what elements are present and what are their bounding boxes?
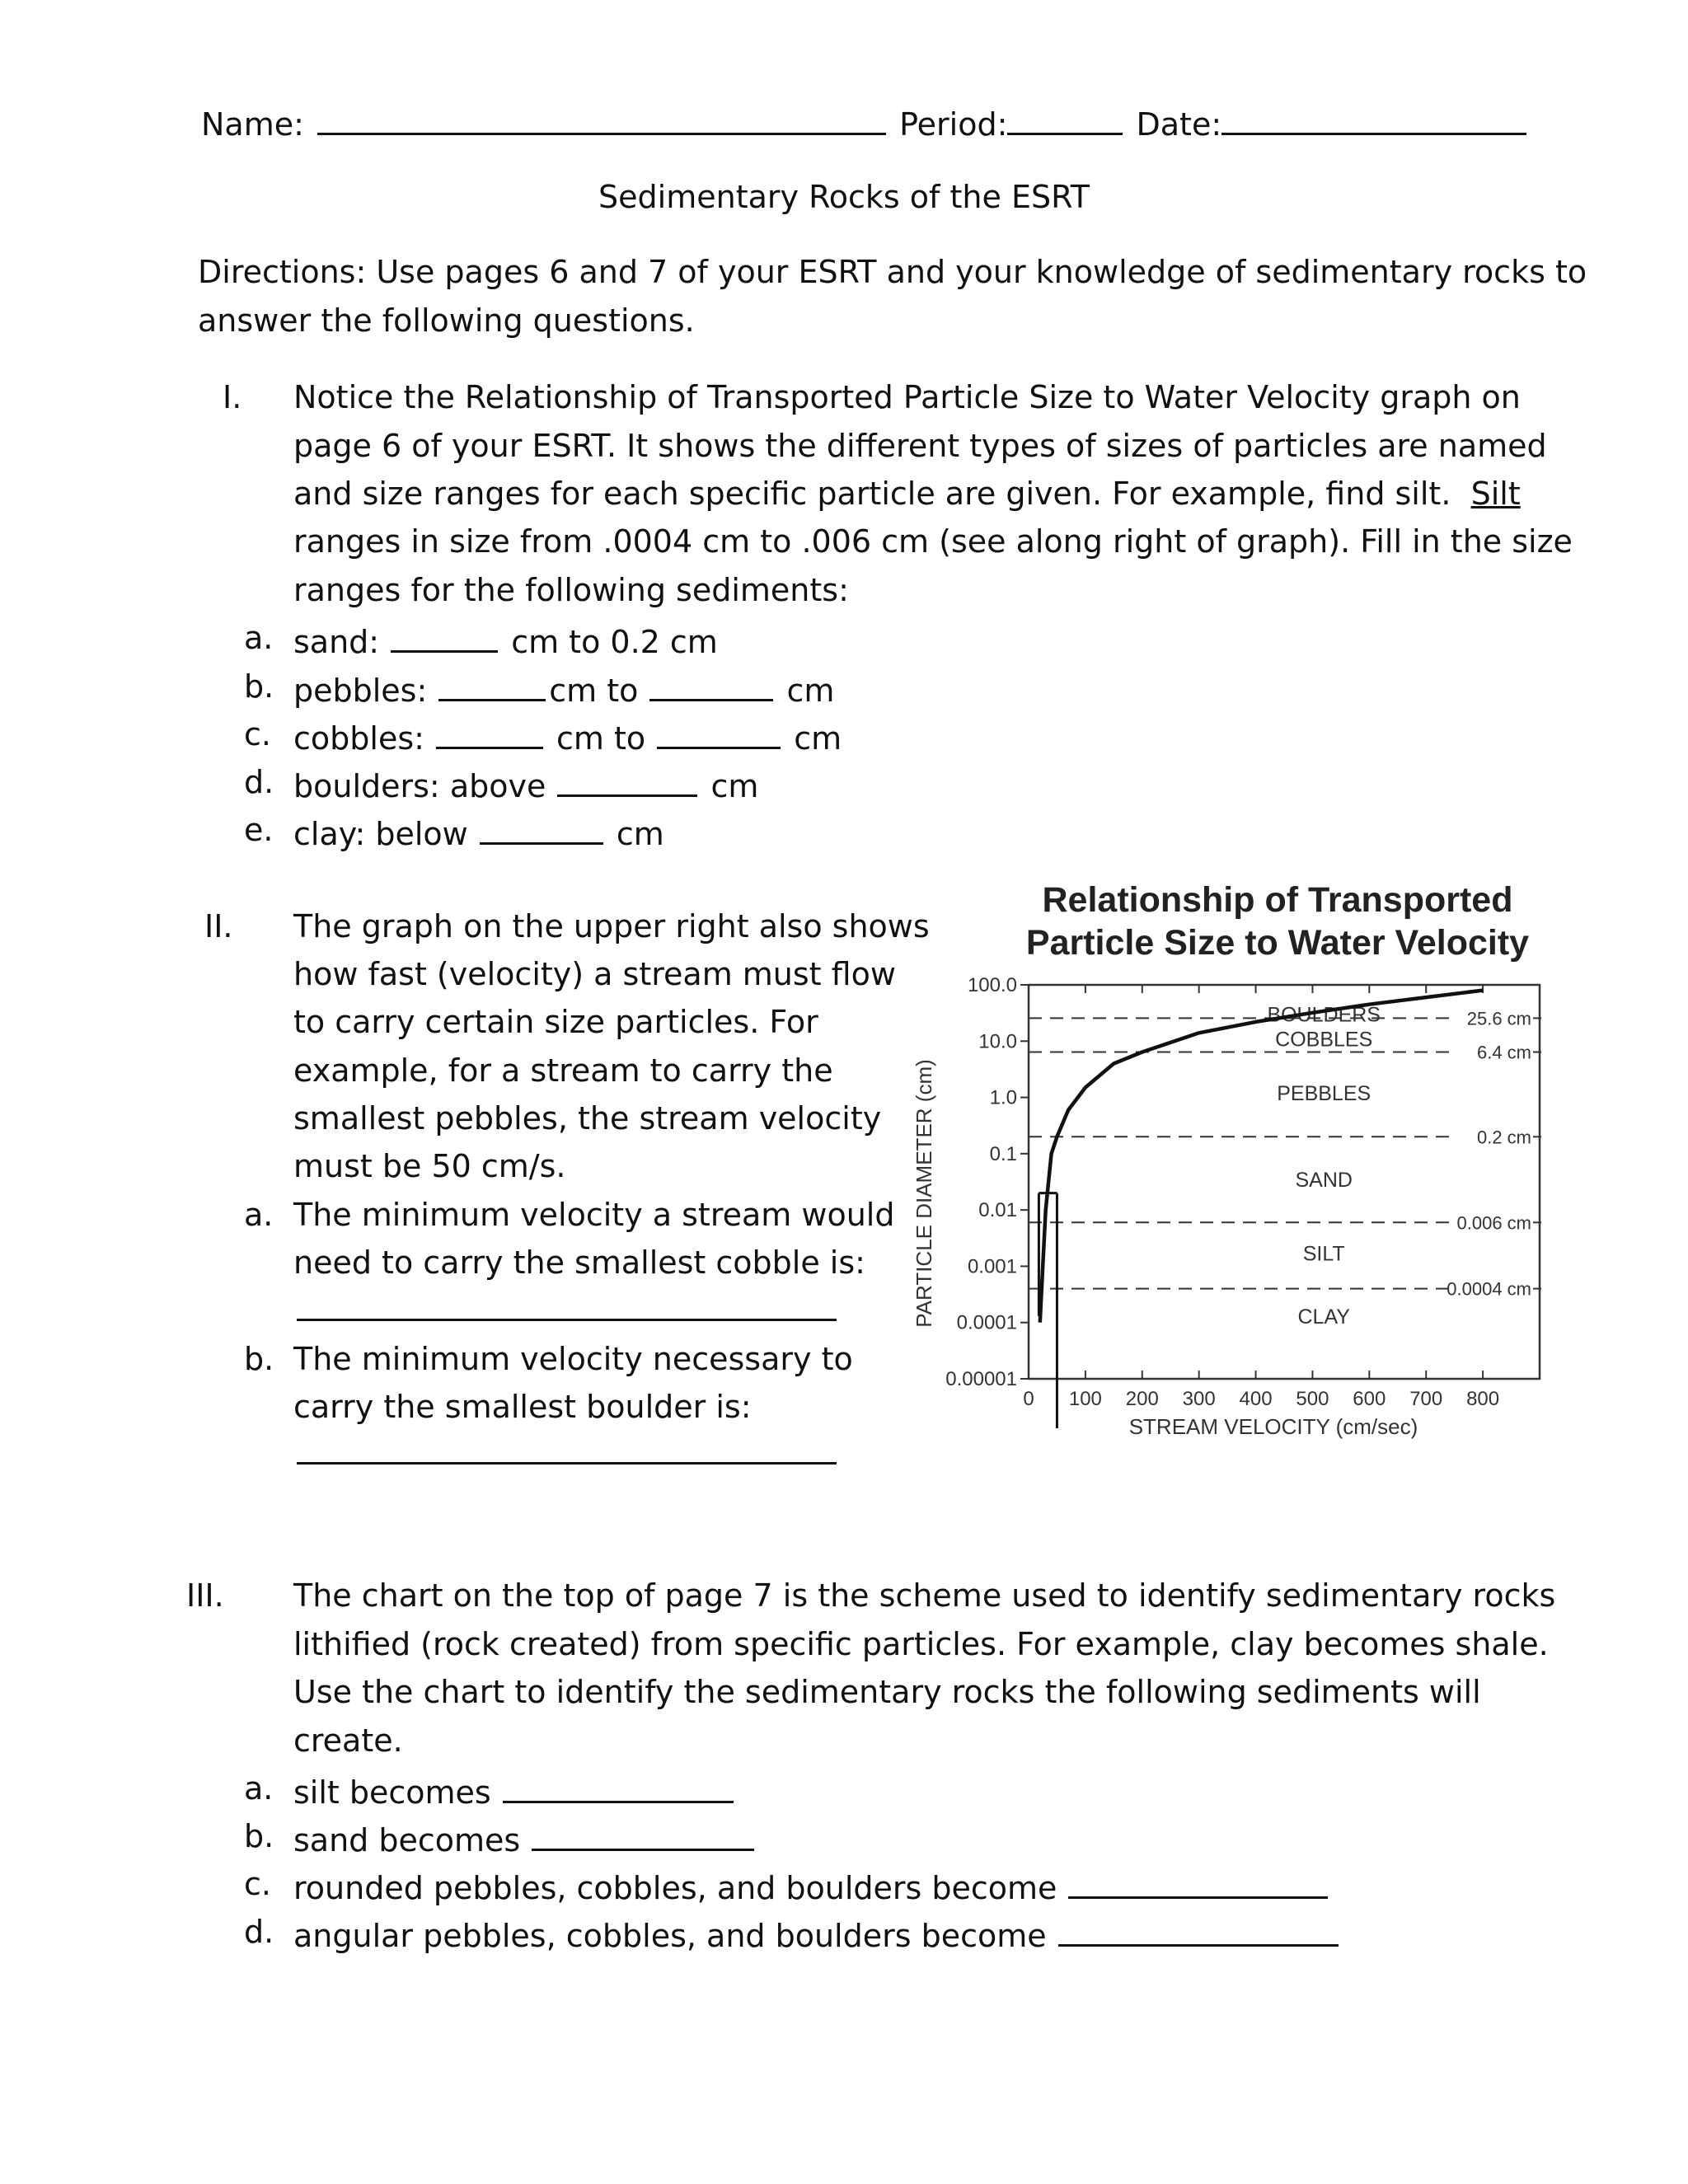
section-2-numeral: II. xyxy=(204,908,233,944)
x-axis-label: STREAM VELOCITY (cm/sec) xyxy=(1128,1414,1418,1439)
y-tick-label: 1.0 xyxy=(989,1086,1017,1109)
x-tick-label: 800 xyxy=(1466,1388,1500,1410)
region-label: CLAY xyxy=(1297,1305,1350,1329)
section-1-line-5: ranges for the following sediments: xyxy=(293,572,849,608)
sand-rock-item xyxy=(293,1812,757,1864)
section-1-numeral: I. xyxy=(223,379,242,415)
velocity-curve xyxy=(1040,991,1483,1323)
y-axis-label: PARTICLE DIAMETER (cm) xyxy=(912,1059,936,1328)
answer-blank[interactable] xyxy=(1068,1860,1328,1899)
section-3-line-1: The chart on the top of page 7 is the scheme used to identify sedimentary rocks xyxy=(293,1577,1556,1614)
answer-blank[interactable] xyxy=(1058,1908,1339,1947)
item-letter: c. xyxy=(244,1866,271,1902)
section-2-line-1: The graph on the upper right also shows xyxy=(293,908,930,944)
section-2-line-2: how fast (velocity) a stream must flow xyxy=(293,956,896,992)
item-text: silt becomes xyxy=(293,1774,491,1811)
name-field[interactable] xyxy=(317,96,886,135)
cobble-velocity-answer[interactable] xyxy=(297,1282,837,1321)
period-field[interactable] xyxy=(1007,96,1123,135)
section-3-numeral: III. xyxy=(186,1577,224,1614)
item-text: pebbles: xyxy=(293,673,428,709)
cobbles-item xyxy=(293,710,842,762)
item-text: cm xyxy=(786,673,835,709)
item-letter: d. xyxy=(244,764,274,800)
answer-blank[interactable] xyxy=(532,1812,754,1851)
region-label: COBBLES xyxy=(1275,1028,1373,1052)
directions-line-1: Directions: Use pages 6 and 7 of your ESRT and your knowledge of sedimentary rocks to xyxy=(198,254,1587,290)
section-3-line-3: Use the chart to identify the sedimentary rocks the following sediments will xyxy=(293,1674,1481,1710)
y-tick-label: 10.0 xyxy=(978,1030,1017,1053)
item-text: cm to 0.2 cm xyxy=(511,624,718,660)
y-tick-label: 0.001 xyxy=(967,1255,1017,1278)
boulder-velocity-answer[interactable] xyxy=(297,1426,837,1465)
answer-blank[interactable] xyxy=(436,710,543,749)
item-text: cm xyxy=(794,720,842,757)
item-text: sand: xyxy=(293,624,380,660)
y-tick-label: 0.00001 xyxy=(945,1368,1017,1390)
item-text: cobbles: xyxy=(293,720,424,757)
chart-title-line-2: Particle Size to Water Velocity xyxy=(1025,923,1530,963)
date-field[interactable] xyxy=(1221,96,1526,135)
name-label: Name: xyxy=(201,106,304,143)
x-tick-label: 500 xyxy=(1296,1388,1329,1410)
boulder-velocity-line-1: The minimum velocity necessary to xyxy=(293,1341,853,1377)
region-label: BOULDERS xyxy=(1267,1003,1381,1027)
answer-blank[interactable] xyxy=(557,758,697,797)
item-text: sand becomes xyxy=(293,1822,521,1858)
x-tick-label: 300 xyxy=(1182,1388,1216,1410)
silt-rock-item xyxy=(293,1765,737,1816)
answer-blank[interactable] xyxy=(503,1765,734,1803)
item-letter: b. xyxy=(244,668,274,705)
x-tick-label: 200 xyxy=(1125,1388,1159,1410)
item-text: cm to xyxy=(549,673,639,709)
item-text: rounded pebbles, cobbles, and boulders become xyxy=(293,1870,1057,1906)
section-2-line-5: smallest pebbles, the stream velocity xyxy=(293,1100,882,1137)
answer-blank[interactable] xyxy=(480,806,603,845)
section-1-line-4: ranges in size from .0004 cm to .006 cm (see along right of graph). Fill in the size xyxy=(293,523,1573,560)
header-line xyxy=(201,96,1530,148)
y-tick-label: 0.01 xyxy=(978,1199,1017,1222)
sand-item xyxy=(293,614,718,666)
angular-rock-item xyxy=(293,1908,1342,1960)
item-letter: c. xyxy=(244,716,271,752)
region-label: SAND xyxy=(1295,1168,1353,1192)
chart-title-line-1: Relationship of Transported xyxy=(1042,880,1513,920)
section-3-line-2: lithified (rock created) from specific particles. For example, clay becomes shale. xyxy=(293,1626,1549,1662)
item-letter: a. xyxy=(244,1197,274,1233)
clay-item xyxy=(293,806,664,858)
section-1-line-3 xyxy=(293,470,1521,518)
item-text: boulders: above xyxy=(293,768,546,804)
item-text: angular pebbles, cobbles, and boulders become xyxy=(293,1918,1047,1954)
item-text: cm xyxy=(616,816,664,852)
pebbles-item xyxy=(293,663,834,715)
item-letter: d. xyxy=(244,1914,274,1950)
section-2-line-6: must be 50 cm/s. xyxy=(293,1148,566,1184)
x-tick-label: 400 xyxy=(1239,1388,1273,1410)
boundary-label: 0.0004 cm xyxy=(1447,1278,1531,1300)
item-text: clay: below xyxy=(293,816,468,852)
boundary-label: 6.4 cm xyxy=(1476,1042,1531,1063)
region-label: PEBBLES xyxy=(1277,1082,1372,1106)
cobble-velocity-line-2: need to carry the smallest cobble is: xyxy=(293,1244,865,1281)
particle-size-chart xyxy=(898,874,1558,1467)
item-letter: b. xyxy=(244,1818,274,1854)
answer-blank[interactable] xyxy=(391,614,498,653)
section-2-line-3: to carry certain size particles. For xyxy=(293,1004,818,1040)
item-letter: a. xyxy=(244,1770,274,1807)
answer-blank[interactable] xyxy=(649,663,773,701)
x-tick-label: 700 xyxy=(1409,1388,1443,1410)
section-1-line-1: Notice the Relationship of Transported Particle Size to Water Velocity graph on xyxy=(293,379,1521,415)
rounded-rock-item xyxy=(293,1860,1331,1912)
item-letter: e. xyxy=(244,812,274,848)
x-tick-label: 100 xyxy=(1068,1388,1102,1410)
silt-word: Silt xyxy=(1470,476,1521,512)
item-letter: a. xyxy=(244,620,274,656)
boundary-label: 25.6 cm xyxy=(1466,1008,1531,1029)
section-2-line-4: example, for a stream to carry the xyxy=(293,1052,833,1089)
date-label: Date: xyxy=(1136,106,1222,143)
section-1-line-3-text: and size ranges for each specific particle are given. For example, find silt. xyxy=(293,476,1451,512)
boulders-item xyxy=(293,758,758,810)
period-label: Period: xyxy=(899,106,1008,143)
cobble-velocity-line-1: The minimum velocity a stream would xyxy=(293,1197,895,1233)
boundary-label: 0.006 cm xyxy=(1456,1212,1531,1234)
y-tick-label: 0.0001 xyxy=(956,1311,1017,1334)
boulder-velocity-line-2: carry the smallest boulder is: xyxy=(293,1389,752,1425)
page-title: Sedimentary Rocks of the ESRT xyxy=(598,179,1090,215)
section-3-line-4: create. xyxy=(293,1722,403,1759)
item-text: cm to xyxy=(556,720,646,757)
x-tick-label: 600 xyxy=(1353,1388,1386,1410)
directions-line-2: answer the following questions. xyxy=(198,302,695,339)
y-tick-label: 0.1 xyxy=(989,1142,1017,1165)
y-tick-label: 100.0 xyxy=(967,974,1017,996)
x-tick-label: 0 xyxy=(1023,1388,1034,1410)
answer-blank[interactable] xyxy=(438,663,546,701)
boundary-label: 0.2 cm xyxy=(1476,1127,1531,1148)
item-text: cm xyxy=(710,768,759,804)
answer-blank[interactable] xyxy=(657,710,781,749)
region-label: SILT xyxy=(1302,1242,1345,1266)
section-1-line-2: page 6 of your ESRT. It shows the different types of sizes of particles are named xyxy=(293,428,1547,464)
item-letter: b. xyxy=(244,1341,274,1377)
